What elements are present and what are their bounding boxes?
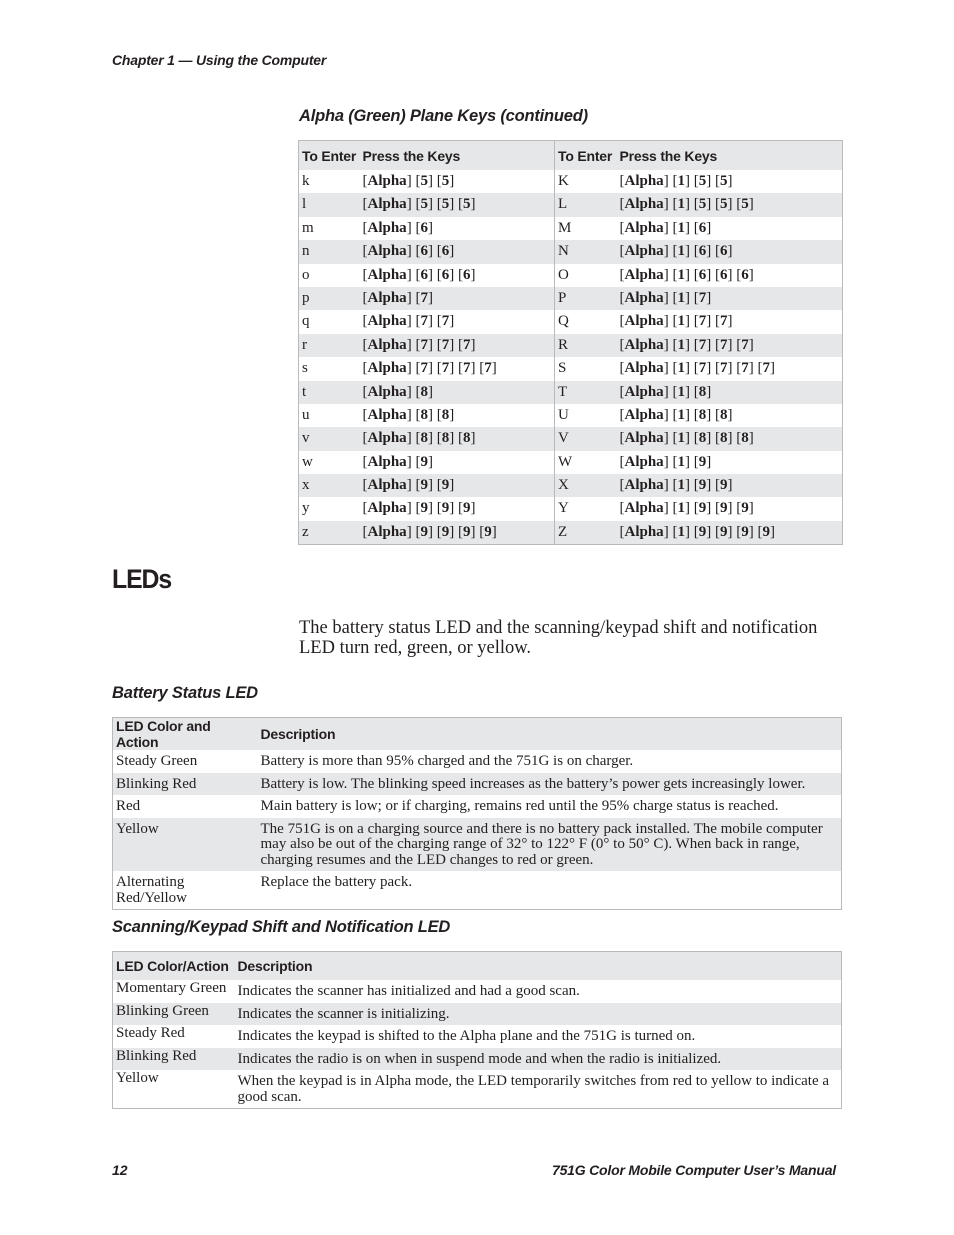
key-token: [6] [436,243,455,260]
key-token: [Alpha] [362,336,412,353]
table-row [299,497,843,520]
column-header: Description [235,952,842,981]
key-token: [9] [736,500,754,517]
key-token: [8] [714,430,733,447]
lowercase-keys-cell [360,193,555,216]
led-color-cell: Yellow [113,818,258,872]
lowercase-letter-cell: z [299,521,360,545]
key-token: [9] [693,453,712,470]
key-token: [Alpha] [362,173,412,189]
key-token: [9] [714,500,733,517]
lowercase-letter-cell: s [302,360,308,377]
table-row [113,818,842,872]
table-row [299,264,843,287]
alpha-keys-table [298,140,843,545]
key-token: [9] [714,523,733,540]
key-token: [7] [415,360,433,377]
key-token: [Alpha] [619,523,669,540]
key-token: [Alpha] [619,173,669,189]
key-token: [6] [693,266,712,283]
key-token: [8] [693,383,712,400]
key-token: [7] [693,336,712,353]
key-token: [1] [672,500,690,517]
key-token: [7] [479,360,497,377]
led-description-cell: Indicates the scanner has initialized and had a good scan. [237,983,580,999]
key-token: [8] [457,430,476,447]
uppercase-letter-cell: M [558,219,572,236]
table-header-row [299,141,843,171]
key-token: [7] [714,360,733,377]
key-token: [7] [714,336,733,353]
uppercase-keys-cell [617,427,843,450]
column-header: LED Color and Action [113,718,258,751]
table-header-row [113,718,842,751]
table-row [299,474,843,497]
led-color-cell: Blinking Red [113,1048,235,1071]
lowercase-keys-cell [360,427,555,450]
led-description-cell: Indicates the radio is on when in suspend mode and when the radio is initialized. [235,1048,842,1071]
key-token: [7] [736,360,754,377]
key-token: [9] [757,523,775,540]
lowercase-letter-cell: t [299,381,360,404]
key-token: [9] [415,523,433,540]
led-color-cell: Steady Red [116,1025,185,1041]
column-header: Press the Keys [617,141,843,171]
column-header: To Enter [555,141,617,171]
key-token: [Alpha] [362,313,412,330]
key-token: [5] [714,196,733,213]
key-token: [8] [415,406,433,423]
table-row [299,381,843,404]
key-token: [8] [436,406,455,423]
lowercase-keys-cell [360,334,555,357]
key-token: [Alpha] [619,336,669,353]
key-token: [Alpha] [619,266,669,283]
key-token: [7] [436,360,455,377]
key-token: [9] [436,477,455,494]
key-token: [Alpha] [362,523,412,540]
key-token: [7] [415,289,433,306]
key-token: [9] [714,477,733,494]
key-token: [7] [757,360,775,377]
column-header: Description [258,718,842,751]
key-token: [1] [672,453,690,470]
key-token: [Alpha] [619,383,669,400]
led-color-cell: Blinking Green [113,1003,235,1026]
uppercase-letter-cell: W [558,453,573,470]
uppercase-letter-cell: V [555,427,617,450]
key-token: [5] [714,173,733,189]
key-token: [7] [457,336,476,353]
key-token: [7] [415,313,433,330]
table-row [299,427,843,450]
lowercase-letter-cell: p [299,287,360,310]
key-token: [Alpha] [362,406,412,423]
led-description-cell: Indicates the scanner is initializing. [235,1003,842,1026]
lowercase-keys-cell [360,497,555,520]
uppercase-letter-cell: T [555,381,617,404]
uppercase-letter-cell: O [558,266,569,283]
key-token: [1] [672,219,690,236]
key-token: [9] [415,500,433,517]
uppercase-letter-cell: K [558,173,569,189]
key-token: [5] [693,173,712,189]
section-title-leds: LEDs [112,564,172,594]
table-row [113,773,842,796]
key-token: [Alpha] [362,243,412,260]
key-token: [5] [415,173,433,189]
uppercase-keys-cell [617,240,843,263]
key-token: [1] [672,477,690,494]
lowercase-keys-cell [360,240,555,263]
uppercase-letter-cell: X [555,474,617,497]
key-token: [9] [415,453,433,470]
key-token: [6] [415,266,433,283]
battery-status-table [112,717,842,910]
uppercase-keys-cell [617,521,843,545]
uppercase-letter-cell: L [555,193,617,216]
uppercase-letter-cell: P [555,287,617,310]
lowercase-keys-cell [360,264,555,287]
key-token: [1] [672,383,690,400]
key-token: [Alpha] [619,243,669,260]
table-row [299,287,843,310]
key-token: [9] [457,523,476,540]
uppercase-keys-cell [617,334,843,357]
key-token: [9] [479,523,497,540]
key-token: [Alpha] [362,360,412,377]
key-token: [6] [714,243,733,260]
table-row [299,521,843,545]
alpha-table-title: Alpha (Green) Plane Keys (continued) [299,107,588,125]
lowercase-letter-cell: n [299,240,360,263]
key-token: [7] [436,313,455,330]
key-token: [Alpha] [619,313,669,330]
led-description-cell: Battery is low. The blinking speed increases as the battery’s power gets increasingly lower. [258,773,842,796]
table-row [299,170,843,193]
leds-intro-paragraph: The battery status LED and the scanning/keypad shift and notification LED turn red, green, or yellow. [299,618,818,658]
lowercase-letter-cell: l [299,193,360,216]
key-token: [6] [415,243,433,260]
lowercase-letter-cell: o [302,266,310,283]
table-row [299,217,843,240]
led-color-cell: Momentary Green [116,980,227,996]
uppercase-keys-cell [617,451,843,474]
key-token: [9] [457,500,476,517]
table-row [299,240,843,263]
lowercase-letter-cell: u [302,406,310,423]
key-token: [Alpha] [619,430,669,447]
uppercase-letter-cell: R [555,334,617,357]
lowercase-keys-cell [360,217,555,240]
column-header: Press the Keys [360,141,555,171]
led-description-cell: When the keypad is in Alpha mode, the LED temporarily switches from red to yellow to indicate a good scan. [237,1073,830,1105]
table-row [299,357,843,380]
key-token: [6] [457,266,476,283]
uppercase-letter-cell: N [555,240,617,263]
key-token: [Alpha] [619,219,669,236]
page-number: 12 [112,1162,128,1178]
uppercase-letter-cell: Z [555,521,617,545]
table-row [299,334,843,357]
key-token: [6] [736,266,754,283]
table-row [299,451,843,474]
key-token: [7] [457,360,476,377]
key-token: [5] [457,196,476,213]
lowercase-keys-cell [360,474,555,497]
key-token: [1] [672,406,690,423]
table-row [113,1070,842,1109]
led-description-cell: Replace the battery pack. [260,874,413,890]
table-row [113,1003,842,1026]
uppercase-letter-cell: Q [558,313,569,330]
uppercase-keys-cell [617,217,843,240]
uppercase-keys-cell [617,357,843,380]
key-token: [7] [693,289,712,306]
key-token: [8] [436,430,455,447]
column-header: LED Color/Action [113,952,235,981]
key-token: [7] [693,313,712,330]
lowercase-letter-cell: x [299,474,360,497]
key-token: [6] [693,243,712,260]
running-head: Chapter 1 — Using the Computer [112,52,327,68]
key-token: [1] [672,266,690,283]
uppercase-keys-cell [617,310,843,333]
key-token: [1] [672,173,690,189]
key-token: [Alpha] [619,289,669,306]
key-token: [9] [436,500,455,517]
key-token: [7] [714,313,733,330]
scanning-led-table [112,951,842,1109]
key-token: [6] [415,219,433,236]
manual-title: 751G Color Mobile Computer User’s Manual [552,1162,836,1178]
led-color-cell: Alternating Red/Yellow [116,874,187,906]
table-row [299,193,843,216]
key-token: [Alpha] [362,383,412,400]
key-token: [6] [436,266,455,283]
table-row [113,750,842,773]
key-token: [1] [672,336,690,353]
table-row [113,980,842,1003]
uppercase-keys-cell [617,193,843,216]
key-token: [Alpha] [362,196,412,213]
lowercase-keys-cell [360,170,555,193]
led-color-cell: Red [116,798,141,814]
key-token: [9] [436,523,455,540]
key-token: [1] [672,243,690,260]
led-color-cell: Yellow [116,1070,159,1086]
lowercase-letter-cell: k [302,173,310,189]
key-token: [1] [672,289,690,306]
lowercase-keys-cell [360,404,555,427]
lowercase-letter-cell: w [302,453,313,470]
table-header-row [113,952,842,981]
key-token: [Alpha] [362,453,412,470]
key-token: [9] [693,477,712,494]
led-color-cell: Steady Green [116,753,198,769]
key-token: [7] [436,336,455,353]
lowercase-keys-cell [360,381,555,404]
table-row [299,310,843,333]
key-token: [Alpha] [362,289,412,306]
lowercase-letter-cell: y [302,500,310,517]
table-row [113,1025,842,1048]
key-token: [8] [693,406,712,423]
led-description-cell: The 751G is on a charging source and there is no battery pack installed. The mobile computer may also be out of the charging range of 32° to 122° F (0° to 50° C). When back in range, charging resumes and the LED changes to red or green. [258,818,842,872]
key-token: [5] [693,196,712,213]
lowercase-keys-cell [360,310,555,333]
lowercase-letter-cell: m [302,219,314,236]
key-token: [1] [672,430,690,447]
lowercase-letter-cell: v [299,427,360,450]
lowercase-keys-cell [360,521,555,545]
key-token: [6] [693,219,712,236]
key-token: [9] [693,523,712,540]
key-token: [7] [736,336,754,353]
scan-table-title: Scanning/Keypad Shift and Notification LED [112,918,451,936]
key-token: [Alpha] [619,360,669,377]
key-token: [7] [415,336,433,353]
key-token: [9] [415,477,433,494]
column-header: To Enter [299,141,360,171]
uppercase-keys-cell [617,497,843,520]
led-description-cell: Main battery is low; or if charging, remains red until the 95% charge status is reached. [260,798,779,814]
table-row [113,871,842,910]
uppercase-letter-cell: U [558,406,569,423]
key-token: [7] [693,360,712,377]
key-token: [9] [693,500,712,517]
key-token: [Alpha] [362,500,412,517]
lowercase-letter-cell: r [299,334,360,357]
key-token: [6] [714,266,733,283]
lowercase-keys-cell [360,287,555,310]
uppercase-keys-cell [617,170,843,193]
key-token: [Alpha] [619,477,669,494]
uppercase-letter-cell: Y [558,500,569,517]
key-token: [5] [436,173,455,189]
key-token: [5] [436,196,455,213]
key-token: [Alpha] [619,406,669,423]
uppercase-keys-cell [617,474,843,497]
key-token: [9] [736,523,754,540]
key-token: [Alpha] [362,266,412,283]
battery-table-title: Battery Status LED [112,684,258,702]
uppercase-letter-cell: S [558,360,567,377]
uppercase-keys-cell [617,381,843,404]
key-token: [8] [693,430,712,447]
uppercase-keys-cell [617,287,843,310]
uppercase-keys-cell [617,264,843,287]
key-token: [Alpha] [619,196,669,213]
key-token: [1] [672,313,690,330]
key-token: [8] [415,383,433,400]
table-row [299,404,843,427]
key-token: [Alpha] [362,430,412,447]
uppercase-keys-cell [617,404,843,427]
key-token: [Alpha] [362,477,412,494]
key-token: [Alpha] [619,500,669,517]
led-color-cell: Blinking Red [113,773,258,796]
key-token: [8] [736,430,754,447]
key-token: [1] [672,360,690,377]
led-description-cell: Indicates the keypad is shifted to the Alpha plane and the 751G is turned on. [237,1028,696,1044]
key-token: [8] [415,430,433,447]
table-row [113,795,842,818]
key-token: [8] [714,406,733,423]
table-row [113,1048,842,1071]
key-token: [Alpha] [619,453,669,470]
key-token: [Alpha] [362,219,412,236]
key-token: [1] [672,196,690,213]
key-token: [5] [415,196,433,213]
key-token: [1] [672,523,690,540]
lowercase-keys-cell [360,451,555,474]
lowercase-keys-cell [360,357,555,380]
led-description-cell: Battery is more than 95% charged and the 751G is on charger. [260,753,634,769]
key-token: [5] [736,196,754,213]
lowercase-letter-cell: q [302,313,310,330]
